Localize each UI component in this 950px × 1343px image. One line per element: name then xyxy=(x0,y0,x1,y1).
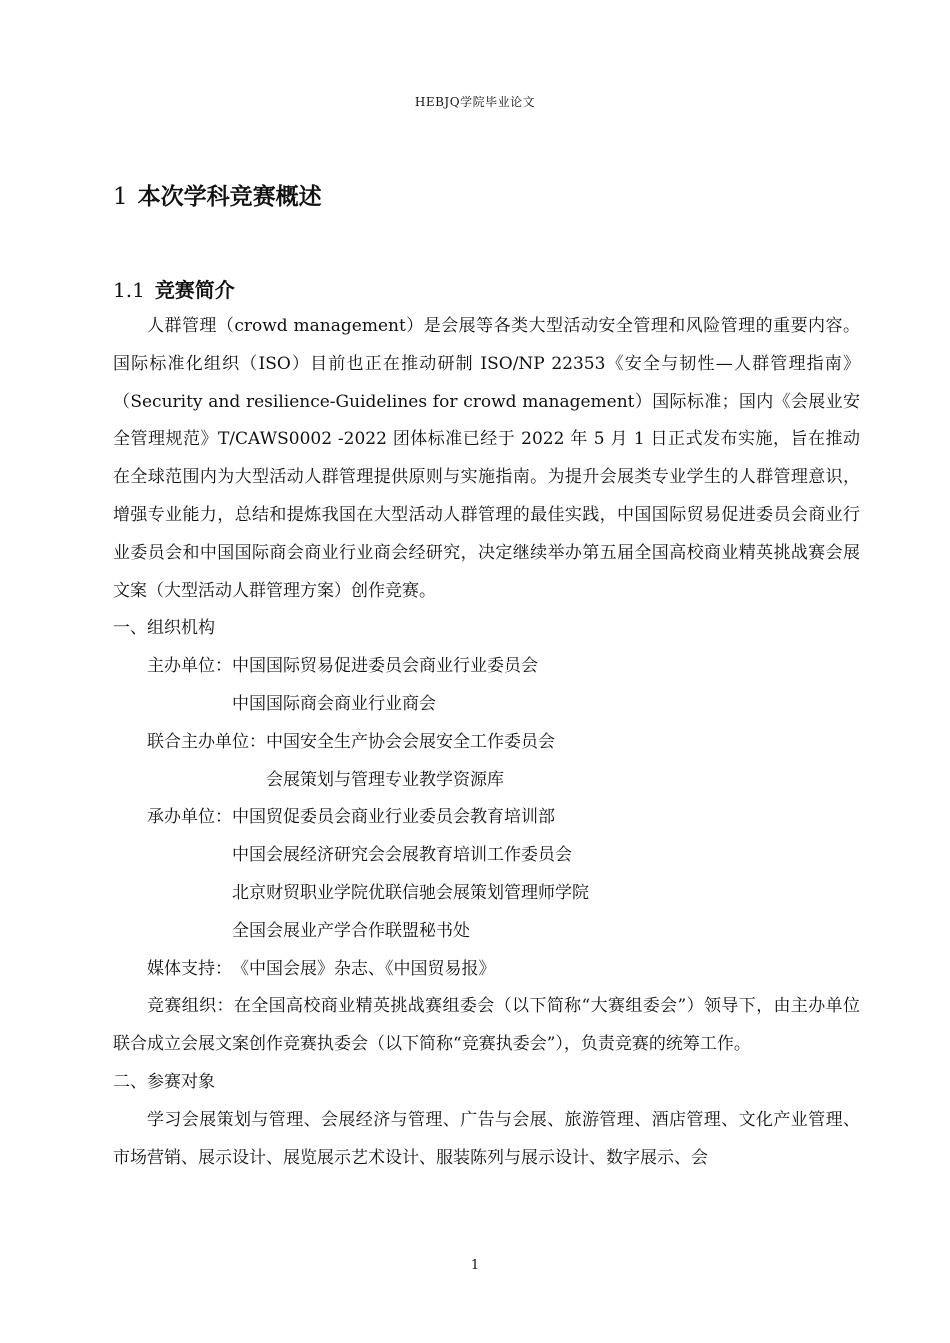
organization-values xyxy=(232,799,589,950)
organization-value: 中国安全生产协会会展安全工作委员会 xyxy=(266,731,555,752)
organization-value: 中国国际商会商业行业商会 xyxy=(232,693,436,714)
organization-list xyxy=(113,648,860,988)
organization-value: 会展策划与管理专业教学资源库 xyxy=(266,769,504,790)
organization-row xyxy=(113,799,860,950)
organization-heading: 一、组织机构 xyxy=(113,618,215,639)
organization-value: 《中国会展》杂志、《中国贸易报》 xyxy=(232,958,496,979)
participants-paragraph: 学习会展策划与管理、会展经济与管理、广告与会展、旅游管理、酒店管理、文化产业管理、市场营销、展示设计、展览展示艺术设计、服装陈列与展示设计、数字展示、会 xyxy=(113,1109,860,1168)
organization-label: 媒体支持： xyxy=(147,958,232,979)
organization-label: 联合主办单位： xyxy=(147,731,266,752)
organization-label: 承办单位： xyxy=(147,807,232,828)
organization-row xyxy=(113,648,860,724)
intro-paragraph: 人群管理（crowd management）是会展等各类大型活动安全管理和风险管理的重要内容。国际标准化组织（ISO）目前也正在推动研制 ISO/NP 22353《安全与韧性—人群管理指南》（Security and resilience-Guidelines for crowd management）国际标准；国内《会展业安全管理规范》T/CAWS0002 -2022 团体标准已经于 2022 年 5 月 1 日正式发布实施，旨在推动在全球范围内为大型活动人群管理提供原则与实施指南。为提升会展类专业学生的人群管理意识，增强专业能力，总结和提炼我国在大型活动人群管理的最佳实践，中国国际贸易促进委员会商业行业委员会和中国国际商会商业行业商会经研究，决定继续举办第五届全国高校商业精英挑战赛会展文案（大型活动人群管理方案）创作竞赛。 xyxy=(113,316,860,601)
organization-value: 全国会展业产学合作联盟秘书处 xyxy=(232,920,470,941)
organization-values xyxy=(232,648,538,724)
participants-heading: 二、参赛对象 xyxy=(113,1071,215,1092)
chapter-number: 1 xyxy=(113,184,128,210)
organization-row xyxy=(113,724,860,800)
competition-organization-paragraph: 竞赛组织：在全国高校商业精英挑战赛组委会（以下简称“大赛组委会”）领导下，由主办单位联合成立会展文案创作竞赛执委会（以下简称“竞赛执委会”），负责竞赛的统筹工作。 xyxy=(113,996,860,1055)
organization-value: 中国国际贸易促进委员会商业行业委员会 xyxy=(232,656,538,677)
organization-label: 主办单位： xyxy=(147,656,232,677)
chapter-heading xyxy=(113,178,860,216)
section-number: 1.1 xyxy=(113,278,145,302)
section-title: 竞赛简介 xyxy=(154,278,235,302)
chapter-title: 本次学科竞赛概述 xyxy=(137,184,322,210)
organization-value: 中国会展经济研究会会展教育培训工作委员会 xyxy=(232,845,572,866)
organization-values xyxy=(266,724,555,800)
section-heading xyxy=(113,273,860,307)
document-body xyxy=(113,178,860,1177)
page-number: 1 xyxy=(470,1258,480,1273)
running-header: HEBJQ学院毕业论文 xyxy=(414,95,536,109)
organization-value: 北京财贸职业学院优联信驰会展策划管理师学院 xyxy=(232,882,589,903)
organization-row xyxy=(113,951,860,989)
organization-values xyxy=(232,951,496,989)
organization-value: 中国贸促委员会商业行业委员会教育培训部 xyxy=(232,807,555,828)
header-divider xyxy=(113,114,860,115)
